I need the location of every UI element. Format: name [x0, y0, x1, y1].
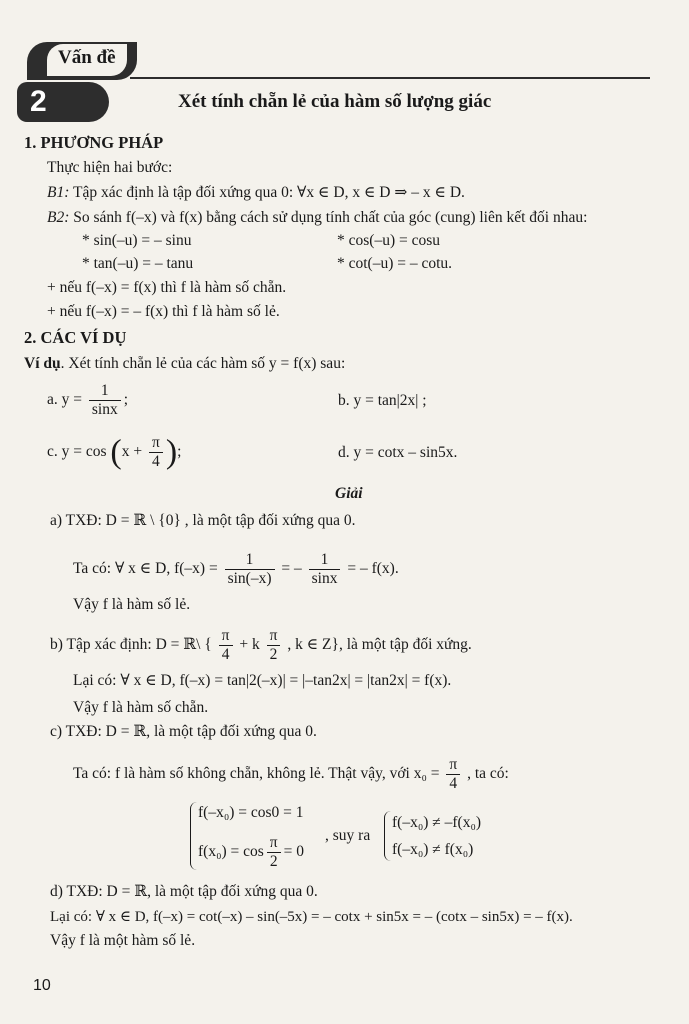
example-intro: [24, 354, 345, 374]
calc-lead: Ta có: ∀ x ∈ D, f(–x) =: [73, 560, 218, 578]
denominator: 4: [152, 453, 160, 470]
line2-lead: f(x₀) = cos: [198, 843, 264, 861]
identity-sin: * sin(–u) = – sinu: [82, 232, 192, 249]
identity-cot: * cot(–u) = – cotu.: [337, 255, 453, 272]
header-rule: [130, 77, 650, 79]
solution-d-domain: d) TXĐ: D = ℝ, là một tập đối xứng qua 0.: [50, 883, 318, 900]
section-heading-method: 1. PHƯƠNG PHÁP: [24, 133, 164, 152]
example-c-arg: x +: [121, 443, 143, 461]
suy-ra: , suy ra: [325, 827, 371, 844]
denominator: 4: [221, 646, 230, 663]
page-title: Xét tính chẵn lẻ của hàm số lượng giác: [178, 91, 492, 112]
step-1-text: Tập xác định là tập đối xứng qua 0: ∀x ∈ D, x ∈ D ⇒ – x ∈ D.: [73, 184, 465, 201]
system2-line1: f(–x₀) ≠ –f(x₀): [392, 814, 482, 831]
domain-lead: b) Tập xác định: D = ℝ\ {: [50, 636, 212, 654]
example-text: . Xét tính chẵn lẻ của các hàm số y = f(x) sau:: [60, 355, 346, 372]
example-a-label: a. y =: [47, 391, 82, 409]
rule-even: + nếu f(–x) = f(x) thì f là hàm số chẵn.: [47, 279, 287, 296]
page-number: 10: [33, 977, 51, 994]
denominator: 4: [449, 775, 458, 792]
claim-lead: Ta có: f là hàm số không chẵn, không lẻ. Thật vậy, với x₀ =: [73, 765, 440, 783]
step-2-label: B2:: [47, 209, 70, 226]
denominator: 2: [269, 646, 278, 663]
topic-label: Vấn đề: [58, 47, 116, 68]
calc-end: = – f(x).: [347, 560, 399, 578]
example-a: a. y = $\frac{1}{\sin x}$ ;: [47, 382, 129, 418]
numerator: π: [267, 834, 281, 853]
numerator: π: [219, 627, 233, 646]
solution-a-domain: a) TXĐ: D = ℝ \ {0} , là một tập đối xứng qua 0.: [50, 512, 356, 529]
numerator: 1: [89, 382, 121, 401]
numerator: π: [267, 627, 281, 646]
step-2-text: So sánh f(–x) và f(x) bằng cách sử dụng tính chất của góc (cung) liên kết đối nhau:: [73, 209, 588, 226]
example-d: d. y = cotx – sin5x.: [338, 444, 458, 461]
fraction: [267, 834, 281, 871]
solution-b-calc: Lại có: ∀ x ∈ D, f(–x) = tan|2(–x)| = |–tan2x| = |tan2x| = f(x).: [73, 672, 452, 689]
fraction: [309, 551, 341, 588]
step-1: [47, 183, 465, 203]
identity-tan: * tan(–u) = – tanu: [82, 255, 194, 272]
solution-b-domain: [50, 627, 472, 664]
identity-cos: * cos(–u) = cosu: [337, 232, 441, 249]
numerator: π: [149, 434, 163, 453]
numerator: 1: [225, 551, 275, 570]
solution-b-conclusion: Vậy f là hàm số chẵn.: [73, 699, 209, 716]
step-1-label: B1:: [47, 184, 70, 201]
system-brace: [384, 811, 391, 861]
line2-end: = 0: [283, 843, 304, 861]
fraction: [89, 382, 121, 419]
example-c-label: c. y = cos: [47, 443, 107, 461]
method-intro: Thực hiện hai bước:: [47, 159, 173, 176]
example-b: b. y = tan|2x| ;: [338, 392, 427, 409]
solution-d-calc: Lại có: ∀ x ∈ D, f(–x) = cot(–x) – sin(–5x) = – cotx + sin5x = – (cotx – sin5x) = – f(x).: [50, 909, 573, 925]
rule-odd: + nếu f(–x) = – f(x) thì f là hàm số lẻ.: [47, 303, 280, 320]
domain-mid: + k: [239, 636, 260, 654]
system1-line2: [198, 834, 304, 871]
fraction: [219, 627, 233, 664]
denominator: sinx: [311, 570, 338, 587]
denominator: 2: [269, 853, 278, 870]
system1-line1: f(–x₀) = cos0 = 1: [198, 804, 304, 821]
denominator: sinx: [91, 401, 118, 418]
solution-a-calc: [73, 551, 399, 588]
example-c: c. y = cos (x + $\frac{\pi}{4}$ );: [47, 433, 182, 471]
solution-c-claim: [73, 756, 509, 793]
step-2: [47, 208, 587, 228]
solution-a-conclusion: Vậy f là hàm số lẻ.: [73, 596, 191, 613]
solution-d-conclusion: Vậy f là một hàm số lẻ.: [50, 932, 196, 949]
fraction: [267, 627, 281, 664]
numerator: 1: [309, 551, 341, 570]
denominator: sin(–x): [227, 570, 272, 587]
claim-end: , ta có:: [467, 765, 509, 783]
domain-end: , k ∈ Z}, là một tập đối xứng.: [287, 636, 472, 654]
calc-eq: = –: [281, 560, 302, 578]
example-label: Ví dụ: [24, 355, 61, 372]
topic-number: 2: [30, 85, 47, 118]
fraction: [225, 551, 275, 588]
section-heading-examples: 2. CÁC VÍ DỤ: [24, 328, 127, 347]
system-brace: [190, 802, 197, 870]
fraction: [149, 434, 163, 471]
solution-heading: Giải: [335, 485, 363, 502]
numerator: π: [446, 756, 460, 775]
fraction: [446, 756, 460, 793]
system2-line2: f(–x₀) ≠ f(x₀): [392, 841, 474, 858]
solution-c-domain: c) TXĐ: D = ℝ, là một tập đối xứng qua 0.: [50, 723, 317, 740]
